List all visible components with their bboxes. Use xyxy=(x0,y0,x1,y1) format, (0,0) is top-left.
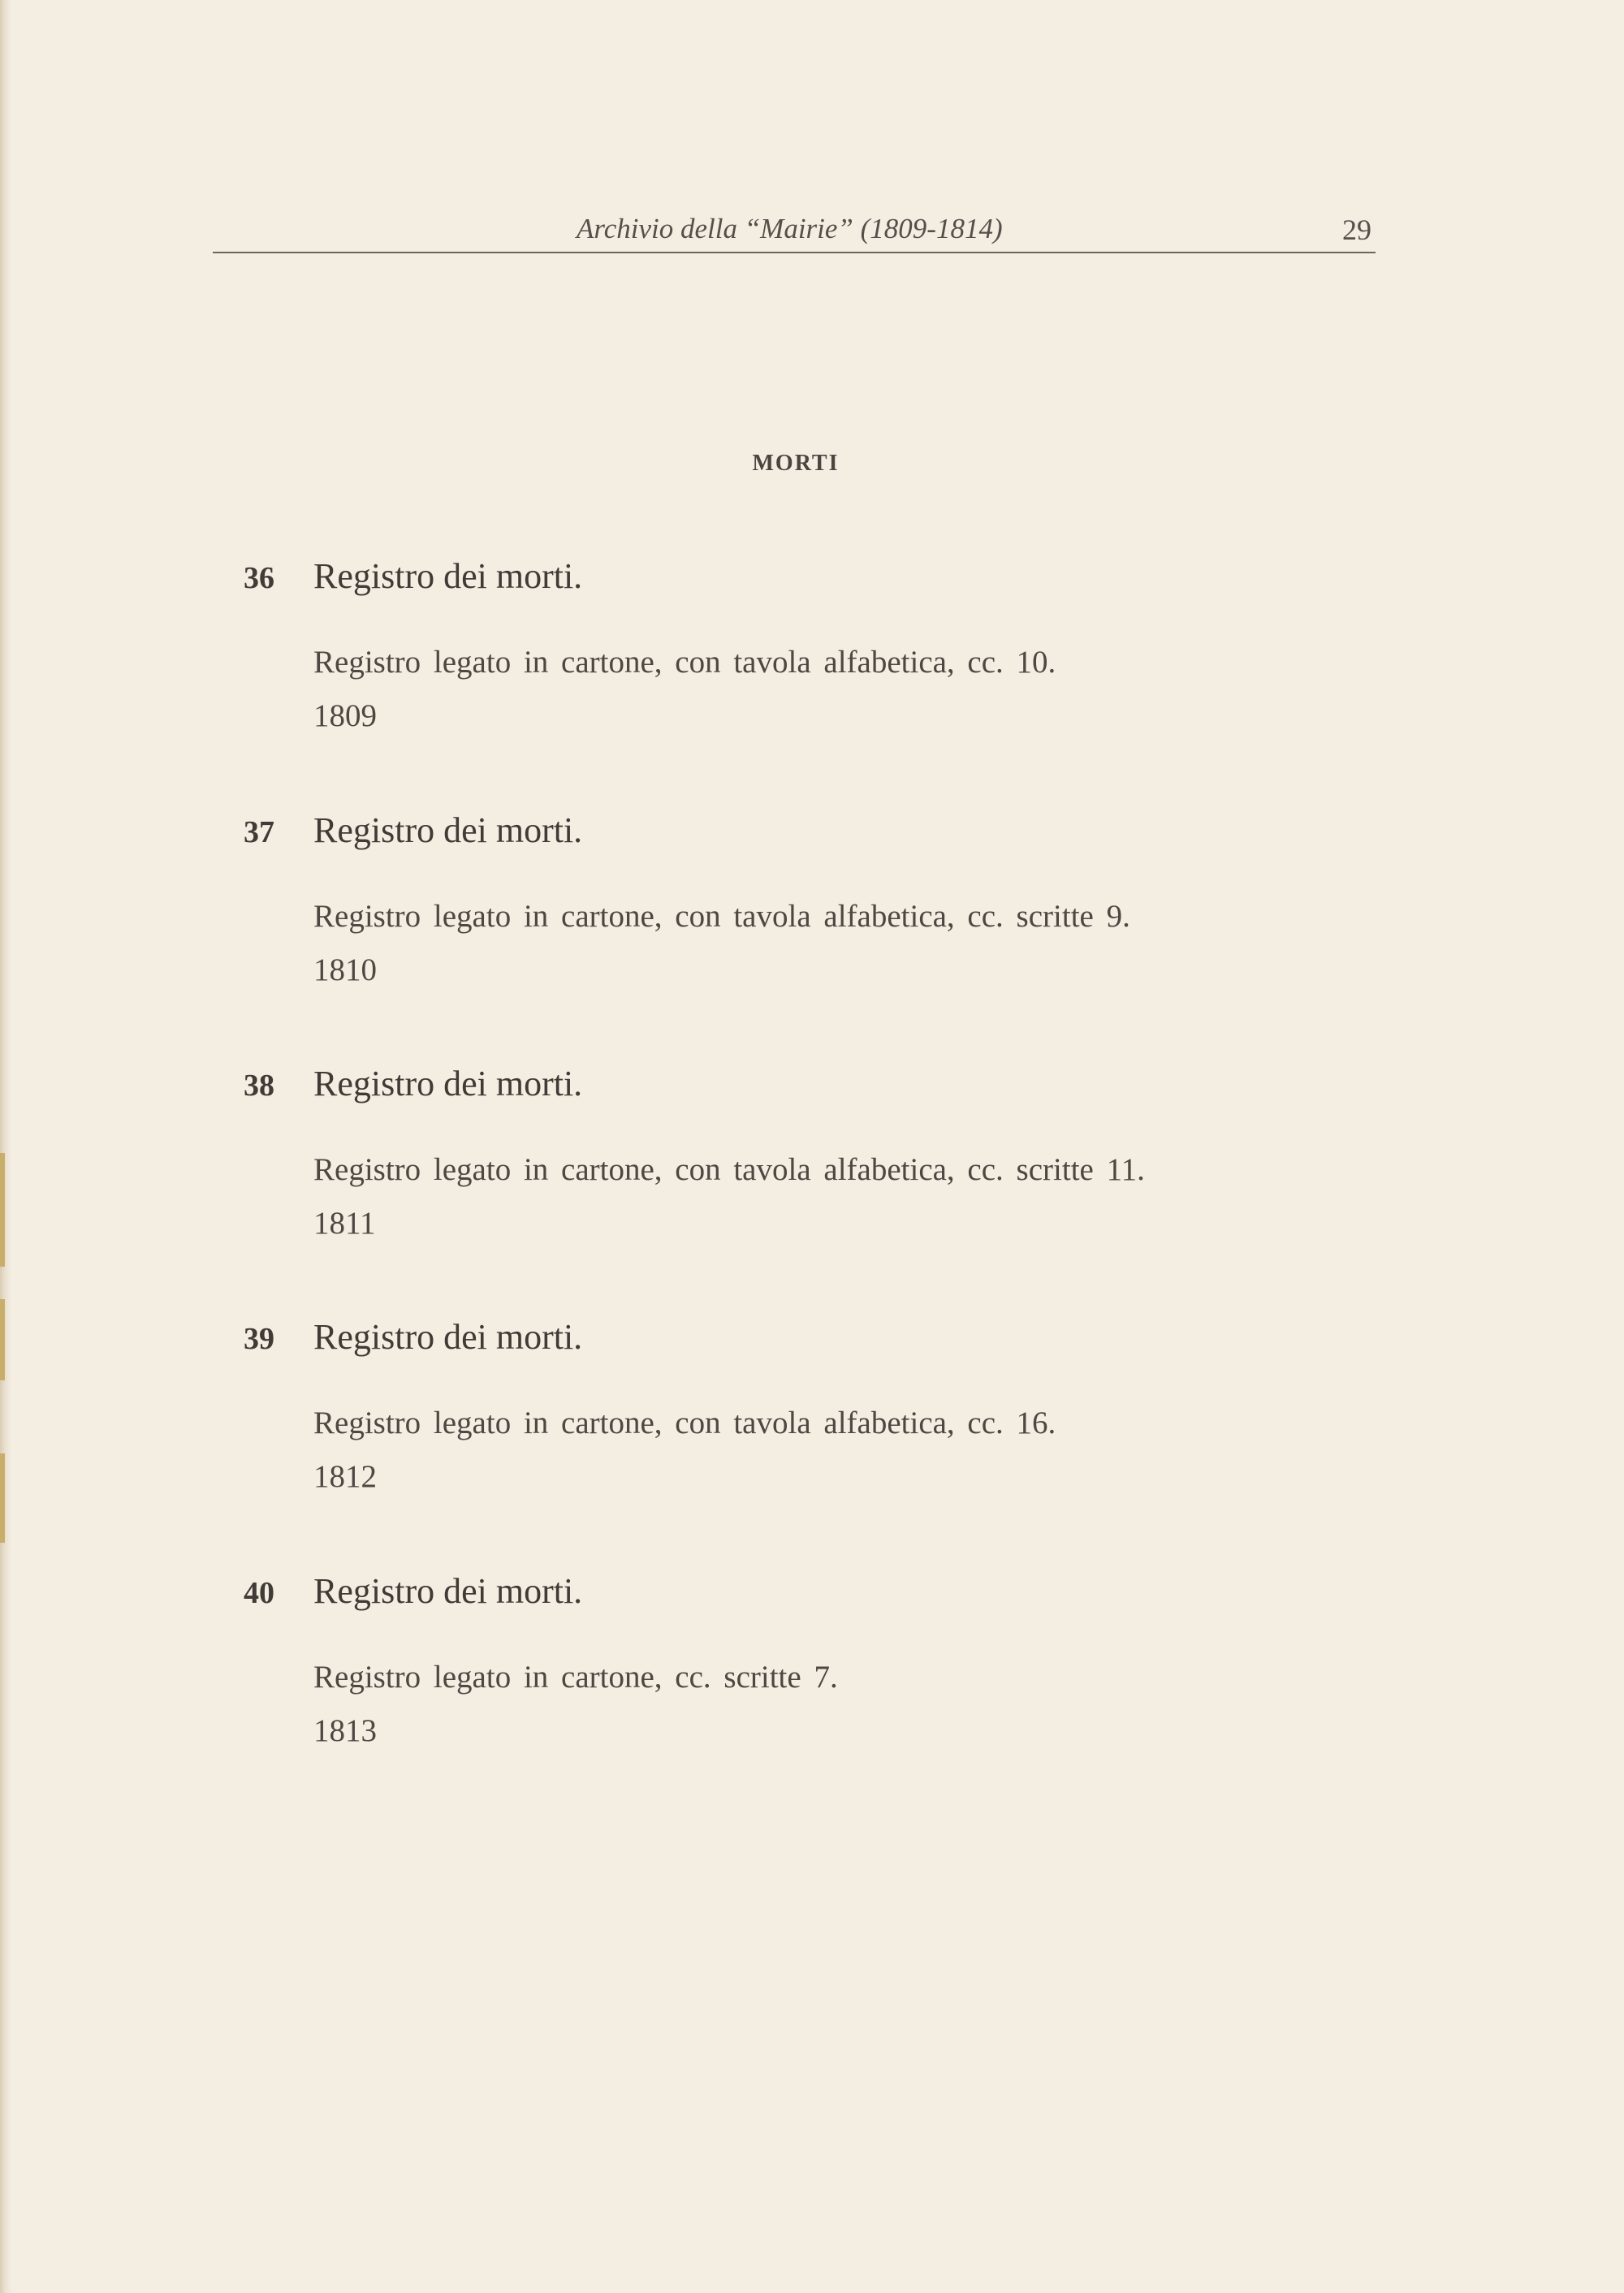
entry-number: 36 xyxy=(244,561,274,595)
entry-year: 1810 xyxy=(313,952,377,987)
running-title: Archivio della “Mairie” (1809-1814) xyxy=(577,213,1003,244)
entry-year: 1809 xyxy=(313,698,377,733)
entry-description: Registro legato in cartone, con tavola alfabetica, cc. scritte 11. xyxy=(313,1152,1145,1187)
entry-description: Registro legato in cartone, con tavola alfabetica, cc. 16. xyxy=(313,1406,1056,1440)
page-edge xyxy=(0,0,11,2293)
entry-title: Registro dei morti. xyxy=(313,810,583,850)
entry-title: Registro dei morti. xyxy=(313,1317,583,1357)
edge-mark xyxy=(0,1453,5,1543)
entry-description: Registro legato in cartone, con tavola alfabetica, cc. 10. xyxy=(313,645,1056,680)
entry-year: 1811 xyxy=(313,1206,376,1241)
header-rule xyxy=(213,252,1376,253)
entry-number: 37 xyxy=(244,815,274,849)
entry-description: Registro legato in cartone, con tavola alfabetica, cc. scritte 9. xyxy=(313,899,1130,934)
entry-title: Registro dei morti. xyxy=(313,1571,583,1611)
edge-mark xyxy=(0,1153,5,1267)
entry-title: Registro dei morti. xyxy=(313,1064,583,1103)
entry-number: 40 xyxy=(244,1576,274,1610)
edge-mark xyxy=(0,1299,5,1380)
section-title: MORTI xyxy=(752,451,840,476)
entry-description: Registro legato in cartone, cc. scritte 7. xyxy=(313,1660,838,1695)
entry-title: Registro dei morti. xyxy=(313,556,583,596)
entry-year: 1813 xyxy=(313,1713,377,1748)
entry-number: 39 xyxy=(244,1322,274,1356)
page-number: 29 xyxy=(1342,214,1371,246)
entry-number: 38 xyxy=(244,1069,274,1103)
entry-year: 1812 xyxy=(313,1459,377,1494)
